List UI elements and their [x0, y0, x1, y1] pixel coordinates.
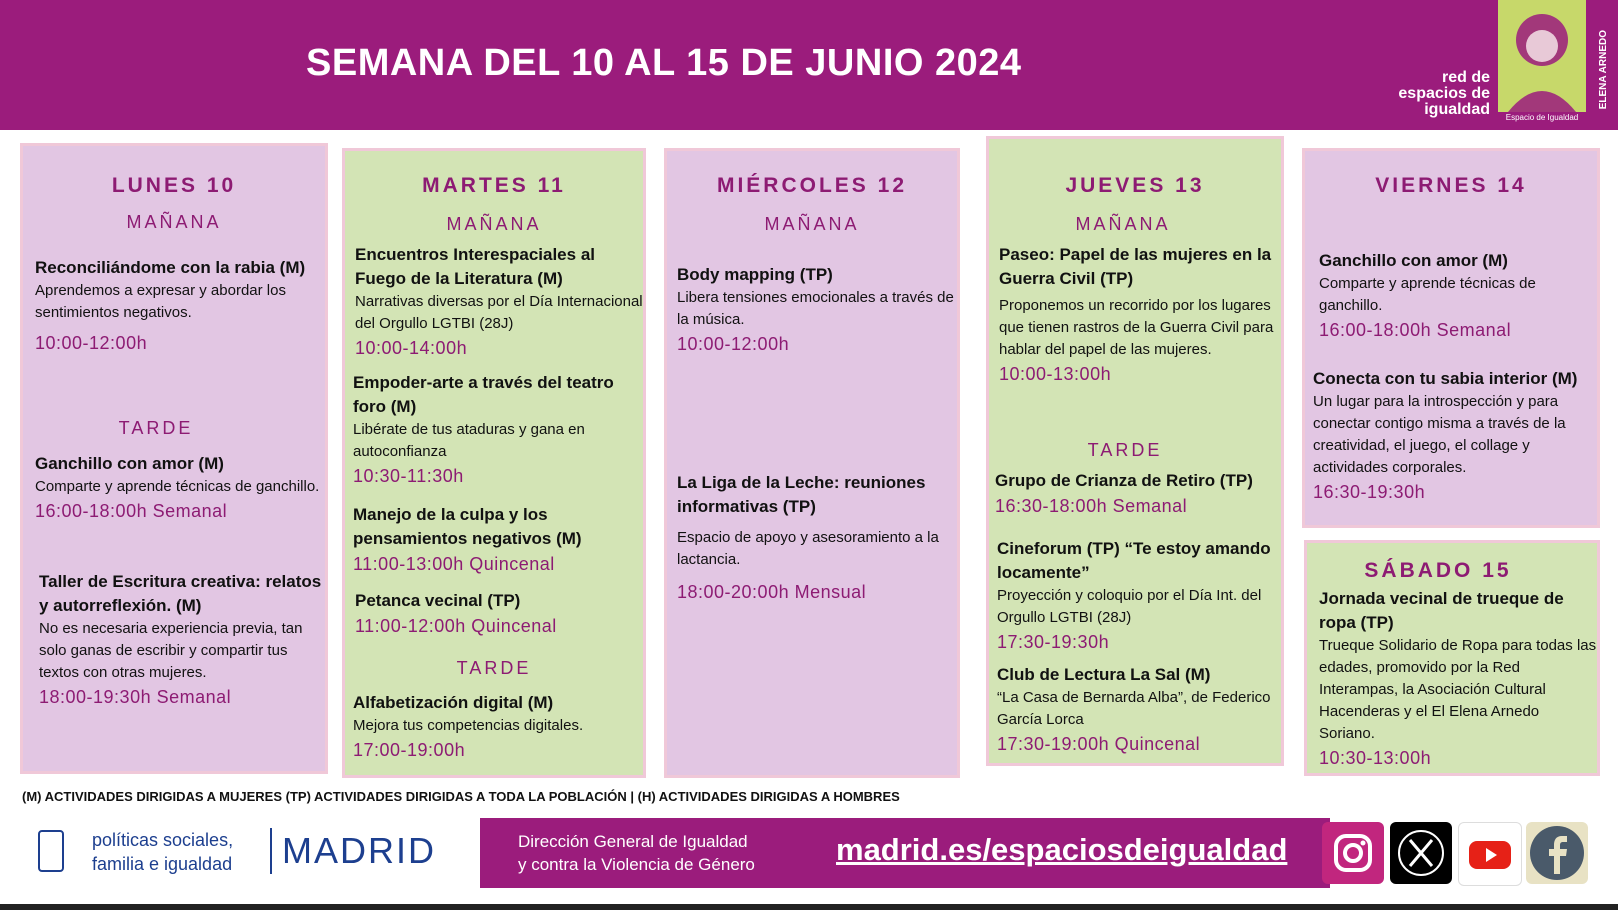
activity-time: 18:00-19:30h Semanal: [39, 687, 232, 707]
activity-title: Manejo de la culpa y los pensamientos negativos (M): [353, 505, 582, 548]
activity-description: No es necesaria experiencia previa, tan solo ganas de escribir y compartir tus textos con otras mujeres.: [39, 620, 303, 681]
activity-card: [355, 589, 647, 639]
activity-time: 16:00-18:00h Semanal: [35, 501, 228, 521]
activity-title: Conecta con tu sabia interior (M): [1313, 369, 1578, 388]
portrait-image: [1498, 0, 1586, 112]
morning-label: MAÑANA: [1075, 214, 1171, 234]
activity-title: Grupo de Crianza de Retiro (TP): [995, 471, 1253, 490]
instagram-icon[interactable]: [1322, 822, 1384, 884]
red-espacios-logo: [1382, 0, 1618, 130]
logo-text: [1382, 70, 1490, 118]
activity-time: 16:30-18:00h Semanal: [995, 496, 1188, 516]
activity-time: 17:30-19:30h: [997, 632, 1110, 652]
logo-vertical-name: ELENA ARNEDO: [1598, 30, 1609, 110]
activity-card: [999, 243, 1285, 387]
activity-description: Libérate de tus ataduras y gana en autoconfianza: [353, 421, 585, 460]
activity-time: 10:30-13:00h: [1319, 748, 1432, 768]
bottom-border: [0, 904, 1618, 910]
youtube-icon[interactable]: [1458, 822, 1522, 886]
madrid-logo-block: [20, 818, 480, 890]
logo-line-3: igualdad: [1424, 101, 1490, 118]
activity-title: Ganchillo con amor (M): [35, 454, 224, 473]
day-title: LUNES 10: [111, 174, 237, 197]
activity-card: [353, 371, 645, 489]
activity-description: Narrativas diversas por el Día Internacional del Orgullo LGTBI (28J): [355, 293, 643, 332]
madrid-wordmark: MADRID: [282, 830, 436, 871]
activity-time: 17:30-19:00h Quincenal: [997, 734, 1201, 754]
activity-time: 10:00-12:00h: [677, 334, 790, 354]
afternoon-label: TARDE: [1087, 440, 1163, 460]
afternoon-label: TARDE: [456, 658, 532, 678]
activity-title: Reconciliándome con la rabia (M): [35, 258, 306, 277]
activity-title: Cineforum (TP) “Te estoy amando locamente”: [997, 539, 1271, 582]
website-link[interactable]: madrid.es/espaciosdeigualdad: [836, 832, 1288, 867]
day-column-saturday: [1304, 540, 1600, 776]
activity-title: Petanca vecinal (TP): [355, 591, 521, 610]
activity-card: [997, 663, 1285, 757]
activity-card: [1313, 367, 1599, 505]
activity-card: [355, 243, 647, 361]
directorate-line-1: Dirección General de Igualdad: [518, 832, 748, 851]
activity-description: Libera tensiones emocionales a través de la música.: [677, 289, 954, 328]
department-name: [92, 828, 233, 876]
activity-title: La Liga de la Leche: reuniones informativas (TP): [677, 473, 926, 516]
page-title: SEMANA DEL 10 AL 15 DE JUNIO 2024: [306, 42, 1022, 84]
logo-divider: [270, 828, 272, 874]
day-column-thursday: [986, 136, 1284, 766]
activity-card: [1319, 249, 1599, 343]
day-column-friday: [1302, 148, 1600, 528]
madrid-shield-icon: [38, 830, 64, 872]
logo-caption: Espacio de Igualdad: [1505, 113, 1579, 122]
day-title: VIERNES 14: [1375, 174, 1527, 197]
activity-time: 10:30-11:30h: [353, 466, 464, 486]
day-title: SÁBADO 15: [1364, 559, 1512, 582]
activity-time: 11:00-12:00h Quincenal: [355, 616, 557, 636]
activity-card: [1319, 587, 1599, 771]
activity-description: Aprendemos a expresar y abordar los sentimientos negativos.: [35, 282, 286, 321]
morning-label: MAÑANA: [764, 214, 860, 234]
x-icon[interactable]: [1390, 822, 1452, 884]
activity-card: [677, 471, 957, 605]
activity-description: Espacio de apoyo y asesoramiento a la lactancia.: [677, 529, 939, 568]
header-banner: [0, 0, 1618, 130]
activity-card: [35, 452, 325, 524]
activity-time: 16:00-18:00h Semanal: [1319, 320, 1512, 340]
activity-card: [35, 256, 325, 356]
activity-time: 10:00-14:00h: [355, 338, 468, 358]
activity-description: Comparte y aprende técnicas de ganchillo.: [1319, 275, 1536, 314]
activity-title: Alfabetización digital (M): [353, 693, 554, 712]
activity-time: 10:00-13:00h: [999, 364, 1112, 384]
footer-bar: [480, 818, 1330, 888]
morning-label: MAÑANA: [446, 214, 542, 234]
activity-description: Comparte y aprende técnicas de ganchillo.: [35, 478, 320, 495]
activity-title: Ganchillo con amor (M): [1319, 251, 1508, 270]
afternoon-label: TARDE: [118, 418, 194, 438]
activity-title: Paseo: Papel de las mujeres en la Guerra Civil (TP): [999, 245, 1272, 288]
activity-time: 18:00-20:00h Mensual: [677, 582, 867, 602]
department-line-1: políticas sociales,: [92, 830, 234, 850]
activity-description: Mejora tus competencias digitales.: [353, 717, 584, 734]
activity-description: Trueque Solidario de Ropa para todas las edades, promovido por la Red Interampas, la Asociación Cultural Hacenderas y el El Elena Arnedo Soriano.: [1319, 637, 1597, 742]
morning-label: MAÑANA: [126, 212, 222, 232]
day-column-monday: [20, 143, 328, 774]
activity-title: Body mapping (TP): [677, 265, 833, 284]
activity-time: 11:00-13:00h Quincenal: [353, 554, 555, 574]
activity-card: [39, 570, 325, 710]
logo-line-2: espacios de: [1398, 85, 1490, 102]
activity-description: “La Casa de Bernarda Alba”, de Federico García Lorca: [997, 689, 1271, 728]
day-title: MIÉRCOLES 12: [716, 174, 908, 197]
day-column-wednesday: [664, 148, 960, 778]
directorate-line-2: y contra la Violencia de Género: [518, 855, 755, 874]
activity-card: [353, 691, 645, 763]
activity-title: Jornada vecinal de trueque de ropa (TP): [1319, 589, 1564, 632]
activity-description: Proyección y coloquio por el Día Int. del Orgullo LGTBI (28J): [997, 587, 1262, 626]
activity-title: Taller de Escritura creativa: relatos y autorreflexión. (M): [39, 572, 322, 615]
directorate-name: [518, 830, 755, 876]
facebook-icon[interactable]: [1526, 822, 1588, 884]
department-line-2: familia e igualdad: [92, 854, 233, 874]
activity-card: [997, 537, 1285, 655]
activity-card: [995, 469, 1285, 519]
activity-card: [353, 503, 645, 577]
activity-title: Empoder-arte a través del teatro foro (M): [353, 373, 614, 416]
activity-card: [677, 263, 957, 357]
activity-time: 17:00-19:00h: [353, 740, 466, 760]
activity-title: Club de Lectura La Sal (M): [997, 665, 1211, 684]
day-title: JUEVES 13: [1065, 174, 1205, 197]
activity-description: Un lugar para la introspección y para conectar contigo misma a través de la creatividad, el juego, el collage y actividades corporales.: [1313, 393, 1566, 476]
logo-line-1: red de: [1441, 69, 1490, 86]
activity-title: Encuentros Interespaciales al Fuego de la Literatura (M): [355, 245, 595, 288]
day-column-tuesday: [342, 148, 646, 778]
activity-time: 10:00-12:00h: [35, 333, 148, 353]
day-title: MARTES 11: [422, 174, 566, 197]
activity-time: 16:30-19:30h: [1313, 482, 1426, 502]
activity-description: Proponemos un recorrido por los lugares que tienen rastros de la Guerra Civil para hablar del papel de las mujeres.: [999, 297, 1274, 358]
legend-text: (M) ACTIVIDADES DIRIGIDAS A MUJERES (TP) ACTIVIDADES DIRIGIDAS A TODA LA POBLACIÓN | (H) ACTIVIDADES DIRIGIDAS A HOMBRES: [22, 789, 900, 804]
